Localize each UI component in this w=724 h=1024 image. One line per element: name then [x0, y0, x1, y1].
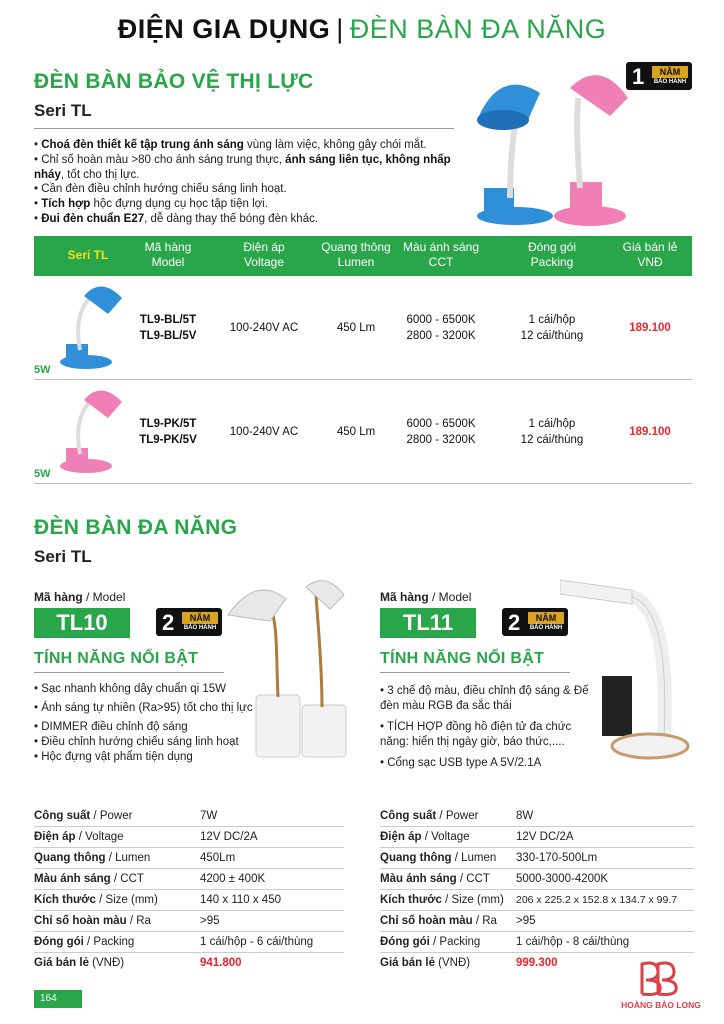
page-title: ĐIỆN GIA DỤNG | ĐÈN BÀN ĐA NĂNG	[117, 14, 607, 44]
table-row: Màu ánh sáng / CCT 5000-3000-4200K	[380, 869, 694, 890]
model-box-tl10: TL10	[34, 608, 130, 638]
model-label-tl10: Mã hàng / Model	[34, 590, 126, 604]
page-number: 164	[34, 990, 82, 1008]
table-row: Điện áp / Voltage 12V DC/2A	[380, 827, 694, 848]
feature-title-tl10: TÍNH NĂNG NỔI BẬT	[34, 650, 199, 667]
price: 189.100	[629, 322, 671, 334]
lamp-tl11-image	[560, 576, 690, 766]
bullet-4: • Tích hợp hộc đựng dụng cụ học tập tiện lợi.	[34, 198, 268, 211]
table-row: Điện áp / Voltage 12V DC/2A	[34, 827, 344, 848]
list-item: • Hộc đựng vật phẩm tiện dụng	[34, 751, 193, 763]
model-box-tl11: TL11	[380, 608, 476, 638]
model-label-tl11: Mã hàng / Model	[380, 590, 472, 604]
divider	[34, 672, 224, 673]
table-row: Chỉ số hoàn màu / Ra >95	[34, 911, 344, 932]
bullet-1: • Choá đèn thiết kế tập trung ánh sáng vùng làm việc, không gây chói mắt.	[34, 139, 427, 151]
divider	[380, 672, 570, 673]
list-item: • 3 chế độ màu, điều chỉnh độ sáng & Đế đèn màu RGB đa sắc thái	[380, 685, 589, 712]
table-row: Đóng gói / Packing 1 cái/hộp - 8 cái/thùng	[380, 932, 694, 953]
table-header: Seri TL Mã hàng Model Điện áp Voltage Quang thông Lumen Màu ánh sáng CCT Đóng gói Packing Giá bán lẻ VNĐ	[34, 236, 692, 276]
bullet-3: • Cần đèn điều chỉnh hướng chiếu sáng linh hoạt.	[34, 183, 287, 196]
feature-list	[34, 138, 464, 227]
list-item: • Ánh sáng tự nhiên (Ra>95) tốt cho thị lực	[34, 702, 253, 714]
bullet-2: • Chỉ số hoàn màu >80 cho ánh sáng trung thực, ánh sáng liên tục, không nhấp nháy, tốt cho thị lực.	[34, 153, 451, 181]
section-heading-vision: ĐÈN BÀN BẢO VỆ THỊ LỰC	[34, 70, 314, 93]
section-seri-2: Seri TL	[34, 547, 92, 566]
table-row: Công suất / Power 7W	[34, 806, 344, 827]
list-item: • Sạc nhanh không dây chuẩn qi 15W	[34, 683, 227, 695]
table-row: 5W TL9-BL/5T TL9-BL/5V 100-240V AC 450 Lm 6000 - 6500K 2800 - 3200K 1 cái/hộp 12 cái/thùng 189.100	[34, 276, 692, 380]
table-row: Quang thông / Lumen 330-170-500Lm	[380, 848, 694, 869]
table-row: Màu ánh sáng / CCT 4200 ± 400K	[34, 869, 344, 890]
warranty-badge-tl11: 2 NĂM BẢO HÀNH	[502, 608, 568, 636]
table-row: Kích thước / Size (mm) 206 x 225.2 x 152.8 x 134.7 x 99.7	[380, 890, 694, 911]
brand-name: HOÀNG BẢO LONG	[621, 1000, 701, 1010]
warranty-badge-1: 1 NĂM BẢO HÀNH	[626, 62, 692, 90]
list-item: • Điều chỉnh hướng chiếu sáng linh hoạt	[34, 736, 239, 748]
feature-title-tl11: TÍNH NĂNG NỔI BẬT	[380, 650, 545, 667]
table-row: Chỉ số hoàn màu / Ra >95	[380, 911, 694, 932]
list-item: • TÍCH HỢP đồng hồ điện tử đa chức năng: hiển thị ngày giờ, báo thức,....	[380, 721, 572, 748]
table-row: Kích thước / Size (mm) 140 x 110 x 450	[34, 890, 344, 911]
table-row: Giá bán lẻ (VNĐ) 941.800	[34, 957, 242, 969]
list-item: • DIMMER điều chỉnh độ sáng	[34, 721, 188, 733]
table-row: Đóng gói / Packing 1 cái/hộp - 6 cái/thùng	[34, 932, 344, 953]
lamp-pink-image	[56, 384, 136, 476]
lamp-blue-image	[56, 280, 136, 372]
lamp-tl10-image	[226, 575, 356, 765]
warranty-badge-tl10: 2 NĂM BẢO HÀNH	[156, 608, 222, 636]
divider	[34, 128, 454, 129]
table-row: Giá bán lẻ (VNĐ) 999.300	[380, 957, 558, 969]
table-row: 5W TL9-PK/5T TL9-PK/5V 100-240V AC 450 Lm 6000 - 6500K 2800 - 3200K 1 cái/hộp 12 cái/thùng 189.100	[34, 380, 692, 484]
brand-logo-icon	[636, 958, 682, 998]
table-row: Công suất / Power 8W	[380, 806, 694, 827]
bullet-5: • Đui đèn chuẩn E27, dễ dàng thay thế bóng đèn khác.	[34, 212, 319, 225]
section-seri: Seri TL	[34, 101, 92, 120]
price: 189.100	[629, 426, 671, 438]
table-row: Quang thông / Lumen 450Lm	[34, 848, 344, 869]
list-item: • Cổng sạc USB type A 5V/2.1A	[380, 757, 542, 769]
section-heading-multi: ĐÈN BÀN ĐA NĂNG	[34, 516, 238, 539]
hero-lamps-image	[470, 58, 630, 228]
